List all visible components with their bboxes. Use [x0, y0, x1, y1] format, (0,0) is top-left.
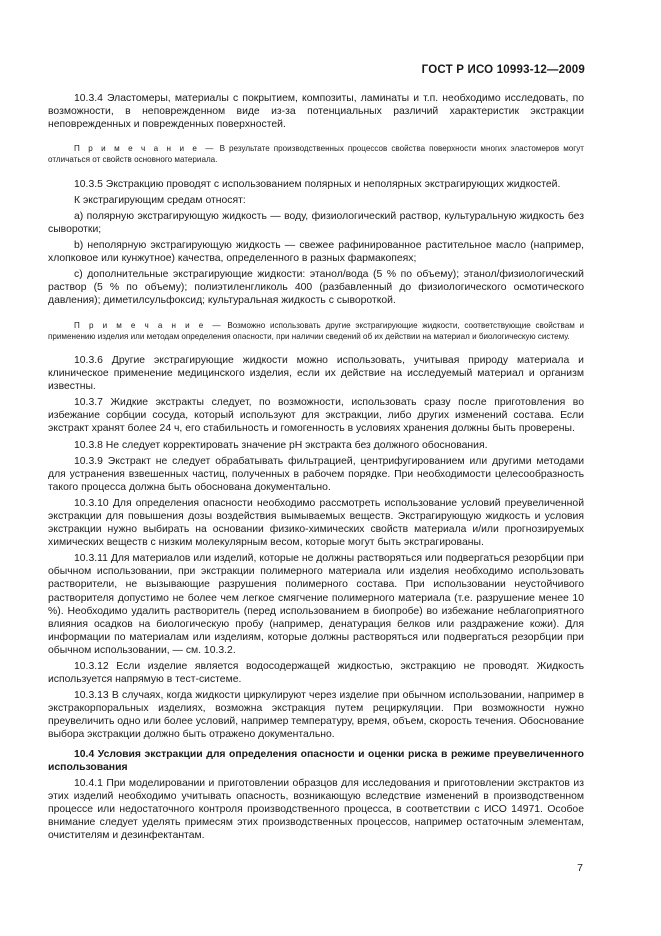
paragraph-10-3-9: 10.3.9 Экстракт не следует обрабатывать фильтрацией, центрифугированием или другими методами для устранения взвешенных частиц, полученных в рабочем порядке. При необходимости целесообразность такого процесса должна быть обоснована документально.: [48, 455, 584, 493]
paragraph-10-3-11: 10.3.11 Для материалов или изделий, которые не должны растворяться или подвергаться резорбции при обычном использовании, при экстракции полимерного материала или изделия необходимо использовать растворители, не вызывающие разрушения полимерного состава. При использовании неустойчивого растворителя допустимо не более чем легкое смягчение полимерного материала (т.е. разрушение менее 10 %). Необходимо удалить растворитель (перед использованием в биопробе) во избежание неблагоприятного влияния осадков на биологическую пробу (например, денатурация белков или раздражение кожи). Для информации по материалам или изделиям, которые должны растворяться или подвергаться резорбции при обычном использовании, — см. 10.3.2.: [48, 553, 584, 656]
list-item-c: c) дополнительные экстрагирующие жидкости: этанол/вода (5 % по объему); этанол/физиологический раствор (5 % по объему); полиэтиленгликоль 400 (разбавленный до физиологического осмотического давления); диметилсульфоксид; культуральная жидкость с сывороткой.: [48, 269, 584, 307]
list-item-a: а) полярную экстрагирующую жидкость — воду, физиологический раствор, культуральную жидкость без сыворотки;: [48, 210, 584, 235]
paragraph-10-3-13: 10.3.13 В случаях, когда жидкости циркулируют через изделие при обычном использовании, например в экстракорпоральных изделиях, возможна экстракция путем рециркуляции. При возможности нужно преувеличить одно или более условий, например температуру, время, объем, скорость течения. Обоснование выбора экстракции должно быть отражено документально.: [48, 690, 585, 741]
paragraph-10-3-5: 10.3.5 Экстракцию проводят с использованием полярных и неполярных экстрагирующих жидкостей.: [74, 178, 561, 190]
document-body: [48, 92, 584, 845]
paragraph-10-3-12: 10.3.12 Если изделие является водосодержащей жидкостью, экстракцию не проводят. Жидкость используется напрямую в тест-системе.: [48, 661, 584, 686]
list-item-b: b) неполярную экстрагирующую жидкость — свежее рафинированное растительное масло (например, хлопковое или кунжутное) качества, определенного в разных фармакопеях;: [48, 240, 584, 265]
paragraph-media-intro: К экстрагирующим средам относят:: [74, 194, 246, 206]
paragraph-10-4-1: 10.4.1 При моделировании и приготовлении образцов для исследования и приготовлении экстрактов из этих изделий необходимо учитывать опасность, возникающую вследствие изменений в производственном процессе или недостаточного контроля производственного процесса, в соответствии с ИСО 14971. Особое внимание следует уделять примесям этих производственных процессов, например остаточным элементам, очистителям и дезинфектантам.: [48, 777, 584, 842]
note-2: [48, 320, 584, 342]
paragraph-10-3-4: 10.3.4 Эластомеры, материалы с покрытием, композиты, ламинаты и т.п. необходимо исследовать, по возможности, в неповрежденном виде из-за потенциальных различий характеристик экстракции неповрежденных и поврежденных поверхностей.: [48, 93, 584, 131]
document-code-header: ГОСТ Р ИСО 10993-12—2009: [421, 64, 585, 76]
section-heading-10-4: 10.4 Условия экстракции для определения опасности и оценки риска в режиме преувеличенного использования: [48, 748, 584, 773]
paragraph-10-3-10: 10.3.10 Для определения опасности необходимо рассмотреть использование условий преувеличенной экстракции для повышения дозы воздействия вымываемых веществ. Экстрагирующую жидкость и условия экстракции нужно выбирать на основании физико-химических свойств материала и/или прогнозируемых химических веществ с низким молекулярным весом, которые могут быть экстрагированы.: [48, 497, 584, 549]
paragraph-10-3-6: 10.3.6 Другие экстрагирующие жидкости можно использовать, учитывая природу материала и клиническое применение медицинского изделия, если их действие на исследуемый материал и организм известны.: [48, 354, 584, 393]
page-number: 7: [577, 862, 583, 874]
note-label: П р и м е ч а н и е —: [74, 320, 223, 330]
note-text: В результате производственных процессов свойства поверхности многих эластомеров могут отличаться от свойств основного материала.: [48, 144, 585, 165]
paragraph-10-3-7: 10.3.7 Жидкие экстракты следует, по возможности, использовать сразу после приготовления во избежание сорбции сосуда, который используют для экстракции, либо других изменений состава. Если экстракт хранят более 24 ч, его стабильность и гомогенность в условиях хранения должны быть проверены.: [48, 397, 584, 435]
note-label: П р и м е ч а н и е —: [74, 144, 216, 154]
note-1: [48, 143, 584, 165]
paragraph-10-3-8: 10.3.8 Не следует корректировать значение pH экстракта без должного обоснования.: [74, 439, 488, 451]
note-text: Возможно использовать другие экстрагирующие жидкости, соответствующие свойствам и применению изделия или методам определения опасности, при наличии сведений об их действии на материал и биологическую систему.: [48, 320, 585, 341]
